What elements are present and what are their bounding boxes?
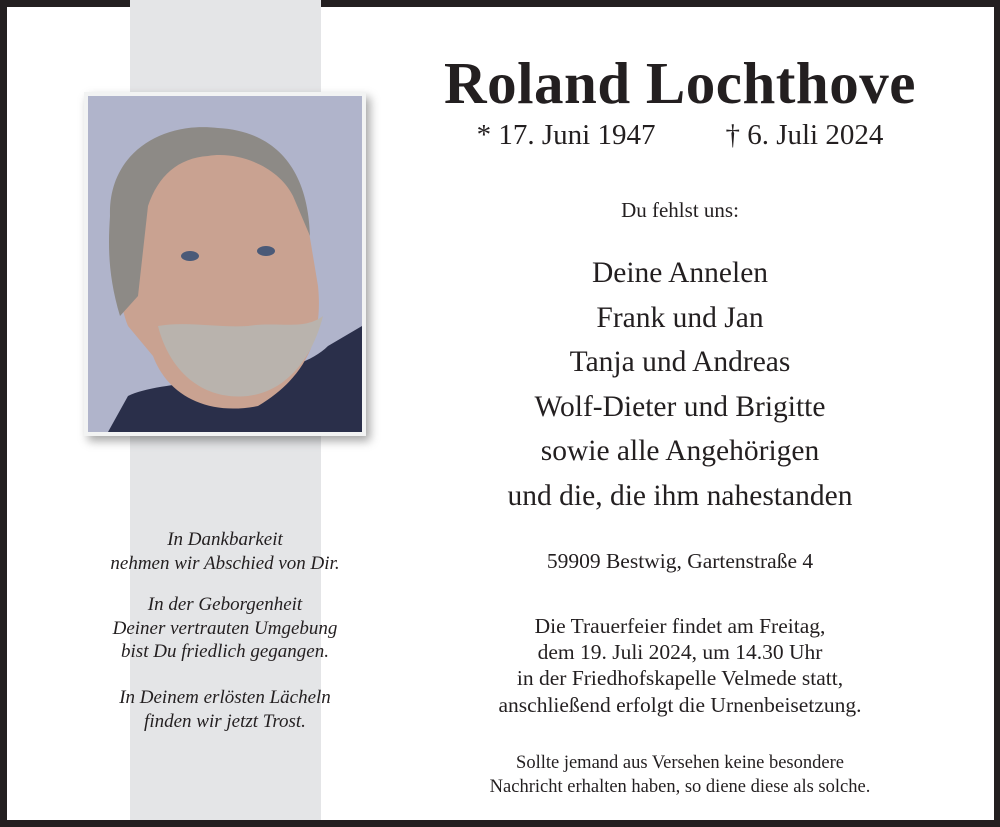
funeral-service-info	[430, 613, 930, 718]
death-date: † 6. Juli 2024	[725, 119, 884, 151]
poem-stanza-3	[60, 686, 390, 733]
poem-line: finden wir jetzt Trost.	[144, 710, 306, 732]
portrait-image	[88, 96, 362, 432]
family-line: Tanja und Andreas	[569, 346, 791, 379]
notice-line: Nachricht erhalten haben, so diene diese als solche.	[489, 776, 871, 797]
poem-line: bist Du friedlich gegangen.	[121, 641, 329, 662]
poem-line: In Dankbarkeit	[167, 529, 283, 550]
portrait-photo	[88, 96, 362, 432]
service-line: in der Friedhofskapelle Velmede statt,	[516, 666, 844, 691]
poem-line: In Deinem erlösten Lächeln	[119, 687, 331, 708]
family-line: Frank und Jan	[596, 301, 764, 334]
birth-date: * 17. Juni 1947	[476, 119, 656, 151]
notification-note	[420, 752, 940, 799]
family-list	[430, 251, 930, 519]
portrait-frame	[84, 92, 366, 436]
poem-stanza-2	[60, 593, 390, 664]
service-line: anschließend erfolgt die Urnenbeisetzung.	[498, 692, 862, 717]
poem-line: nehmen wir Abschied von Dir.	[110, 552, 340, 574]
family-line: und die, die ihm nahestanden	[507, 479, 853, 512]
poem-line: Deiner vertrauten Umgebung	[112, 617, 338, 639]
service-line: dem 19. Juli 2024, um 14.30 Uhr	[537, 640, 823, 665]
poem-line: In der Geborgenheit	[147, 594, 303, 615]
address: 59909 Bestwig, Gartenstraße 4	[546, 549, 814, 573]
miss-heading: Du fehlst uns:	[621, 198, 739, 222]
notice-line: Sollte jemand aus Versehen keine besondere	[516, 753, 844, 773]
family-line: Wolf-Dieter und Brigitte	[534, 390, 826, 423]
family-line: sowie alle Angehörigen	[540, 435, 820, 468]
deceased-name: Roland Lochthove	[444, 50, 916, 116]
poem-stanza-1	[60, 528, 390, 575]
family-line: Deine Annelen	[591, 257, 769, 289]
service-line: Die Trauerfeier findet am Freitag,	[534, 614, 826, 638]
life-dates	[420, 118, 940, 152]
